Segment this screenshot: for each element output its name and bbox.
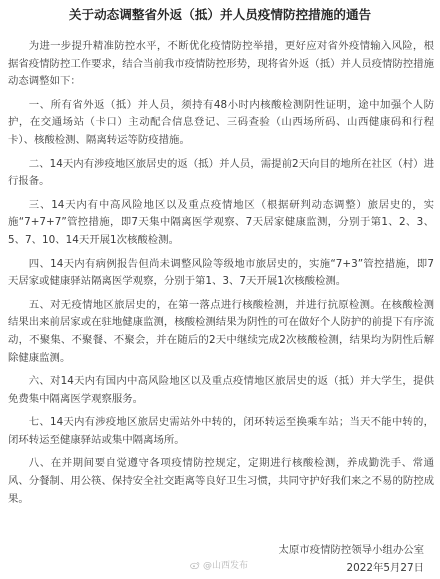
issue-date: 2022年5月27日 xyxy=(346,562,424,574)
notice-body xyxy=(8,38,434,514)
notice-item-4: 四、14天内有病例报告但尚未调整风险等级地市旅居史的，实施“7+3”管控措施，即7天居家或健康驿站隔离医学观察，分别于第1、3、7天开展1次核酸检测。 xyxy=(8,257,434,288)
issuer: 太原市疫情防控领导小组办公室 xyxy=(278,544,424,556)
watermark xyxy=(190,558,248,571)
notice-item-2: 二、14天内有涉疫地区旅居史的返（抵）并人员，需提前2天向目的地所在社区（村）进行报备。 xyxy=(8,157,434,188)
notice-item-1: 一、所有省外返（抵）并人员，须持有48小时内核酸检测阴性证明，途中加强个人防护，在交通场站（卡口）主动配合信息登记、三码查验（山西场所码、山西健康码和行程卡）、核酸检测、隔离转运等防疫措施。 xyxy=(8,98,434,146)
notice-item-6: 六、对14天内有国内中高风险地区以及重点疫情地区旅居史的返（抵）并大学生，提供免费集中隔离医学观察服务。 xyxy=(8,375,434,405)
notice-title: 关于动态调整省外返（抵）并人员疫情防控措施的通告 xyxy=(68,7,372,22)
weibo-icon xyxy=(190,561,200,569)
notice-item-7: 七、14天内有涉疫地区旅居史需站外中转的，闭环转运至换乘车站；当天不能中转的，闭环转运至健康驿站或集中隔离场所。 xyxy=(8,416,434,446)
watermark-text: @山西发布 xyxy=(203,561,249,571)
notice-item-5: 五、对无疫情地区旅居史的，在第一落点进行核酸检测，并进行抗原检测。在核酸检测结果出来前居家或在驻地健康监测，核酸检测结果为阴性的可在做好个人防护的前提下有序流动，不聚集、不聚餐、不聚会，并在随后的2天中继续完成2次核酸检测，结果均为阴性后解除健康监测。 xyxy=(8,298,435,364)
notice-intro: 为进一步提升精准防控水平，不断优化疫情防控举措，更好应对省外疫情输入风险，根据省疫情防控工作要求，结合当前我市疫情防控形势，现将省外返（抵）并人员疫情防控措施动态调整如下： xyxy=(8,40,435,88)
notice-item-8: 八、在并期间要自觉遵守各项疫情防控规定，定期进行核酸检测，养成勤洗手、常通风、分餐制、用公筷、保持安全社交距离等良好卫生习惯，共同守护好我们来之不易的防控成果。 xyxy=(8,457,435,505)
notice-item-3: 三、14天内有中高风险地区以及重点疫情地区（根据研判动态调整）旅居史的，实施“7+7+7”管控措施，即7天集中隔离医学观察、7天居家健康监测，分别于第1、2、3、5、7、10、14天开展1次核酸检测。 xyxy=(8,198,434,246)
